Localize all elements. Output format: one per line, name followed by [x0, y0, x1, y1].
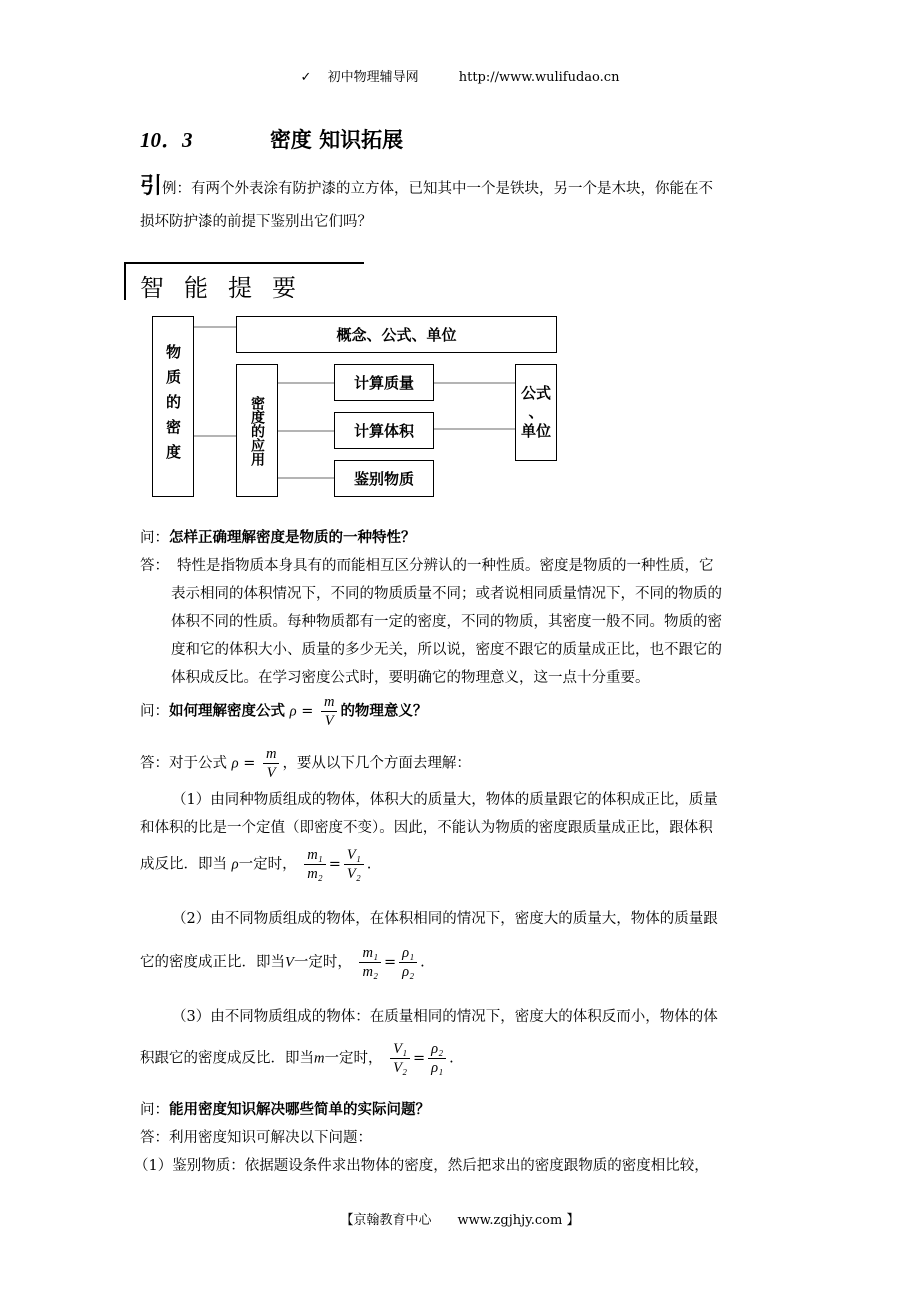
q2-question: 问：如何理解密度公式 ρ = $\frac{m}{V}$ 的物理意义？	[140, 694, 428, 729]
intro-line-2: 损坏防护漆的前提下鉴别出它们吗？	[140, 214, 372, 230]
q1-answer-line-1: 特性是指物质本身具有的而能相互区分辨认的一种性质。密度是物质的一种性质，它	[177, 558, 714, 574]
ratio-2: $\frac{\text{m₁}}{\text{m₂}}$	[359, 944, 381, 981]
q3-item-1: （1）鉴别物质：依据题设条件求出物体的密度，然后把求出的密度跟物质的密度相比较，	[134, 1158, 709, 1174]
point2-line-2: 它的密度成正比．即当V一定时， $\frac{\text{m₁}}{\text{m₂}}$ = $\frac{\text{ρ₁}}{\text{ρ₂}}$ .	[140, 945, 425, 980]
point1-line-1: （1）由同种物质组成的物体，体积大的质量大，物体的质量跟它的体积成正比，质量	[172, 792, 718, 808]
title-text: 密度 知识拓展	[269, 127, 404, 152]
box-density-of-matter	[152, 316, 194, 497]
box-calc-mass: 计算质量	[334, 364, 434, 401]
q1-answer-line-2: 表示相同的体积情况下，不同的物质质量不同；或者说相同质量情况下，不同的物质的	[171, 586, 722, 602]
point3-line-2: 积跟它的密度成反比．即当m一定时， $\frac{\text{V₁}}{\text{V₂}}$ = $\frac{\text{ρ₂}}{\text{ρ₁}}$ .	[140, 1041, 454, 1076]
box-formula-unit	[515, 364, 557, 461]
site-name: 初中物理辅导网	[327, 70, 419, 85]
point2-line-1: （2）由不同物质组成的物体，在体积相同的情况下，密度大的质量大，物体的质量跟	[172, 911, 718, 927]
q1-question: 问：怎样正确理解密度是物质的一种特性？	[140, 529, 416, 546]
q3-answer: 答：利用密度知识可解决以下问题：	[140, 1130, 372, 1146]
q1-answer-line-4: 度和它的体积大小、质量的多少无关，所以说，密度不跟它的质量成正比，也不跟它的	[171, 642, 722, 658]
box-main-label: 物质的密度	[164, 344, 182, 469]
intro-text-1: 例：有两个外表涂有防护漆的立方体，已知其中一个是铁块，另一个是木块，你能在不	[162, 181, 714, 197]
right-label-3: 单位	[520, 422, 551, 440]
q3-question: 问：能用密度知识解决哪些简单的实际问题？	[140, 1101, 430, 1118]
q1-answer-label: 答：	[140, 558, 169, 574]
check-icon: ✓	[300, 70, 312, 85]
density-formula: $\frac{m}{V}$	[321, 693, 337, 730]
section-number: 10．3	[140, 128, 193, 152]
right-label-1: 公式	[520, 384, 551, 402]
point1-line-2: 和体积的比是一个定值（即密度不变）。因此，不能认为物质的密度跟质量成正比，跟体积	[140, 820, 713, 836]
ratio-3: $\frac{\text{V₁}}{\text{V₂}}$	[390, 1040, 410, 1077]
page-footer: 【京翰教育中心 www.zgjhjy.com 】	[340, 1213, 580, 1228]
box-application	[236, 364, 278, 497]
q1-answer-line-3: 体积不同的性质。每种物质都有一定的密度，不同的物质，其密度一般不同。物质的密	[171, 614, 722, 630]
section-title: 智能提要	[140, 274, 316, 302]
intro-big-char: 引	[140, 173, 163, 199]
point3-line-1: （3）由不同物质组成的物体：在质量相同的情况下，密度大的体积反而小，物体的体	[172, 1009, 718, 1025]
box-concept: 概念、公式、单位	[236, 316, 557, 353]
density-formula-answer: $\frac{m}{V}$	[263, 745, 279, 782]
box-calc-volume: 计算体积	[334, 412, 434, 449]
box-identify: 鉴别物质	[334, 460, 434, 497]
intro-line-1	[140, 172, 782, 203]
q1-answer-line-5: 体积成反比。在学习密度公式时，要明确它的物理意义，这一点十分重要。	[171, 670, 650, 686]
ratio-1: $\frac{\text{m₁}}{\text{m₂}}$	[304, 846, 326, 883]
right-label-2: 、	[528, 403, 544, 421]
page-header	[0, 66, 920, 85]
box-app-label: 密度的应用	[249, 395, 265, 466]
q2-answer: 答：对于公式 ρ = $\frac{m}{V}$ ，要从以下几个方面去理解：	[140, 746, 471, 781]
point1-line-3: 成反比．即当 ρ一定时， $\frac{\text{m₁}}{\text{m₂}}$ = $\frac{\text{V₁}}{\text{V₂}}$ .	[140, 847, 372, 882]
site-url[interactable]: http://www.wulifudao.cn	[458, 70, 620, 85]
rho-symbol: ρ	[289, 703, 297, 720]
page-title	[140, 124, 403, 154]
